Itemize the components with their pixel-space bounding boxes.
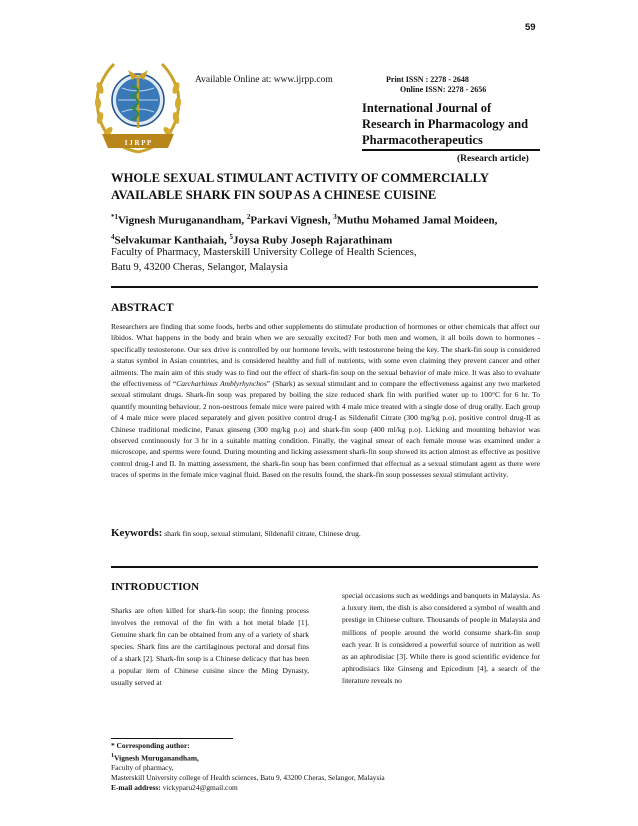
corresponding-author-footnote: [111, 741, 541, 793]
journal-name-line1: International Journal of: [362, 101, 492, 115]
author-sup: 4: [111, 232, 115, 241]
species-name: Carcharhinus Amblyrhynchos: [176, 379, 267, 389]
journal-logo-emblem-icon: [88, 58, 188, 162]
logo-ribbon-text: I J R P P: [124, 139, 152, 147]
paper-title-line1: WHOLE SEXUAL STIMULANT ACTIVITY OF COMMERCIALLY: [111, 171, 489, 185]
journal-name: [362, 100, 528, 148]
introduction-heading: INTRODUCTION: [111, 581, 200, 593]
corresponding-name: Vignesh Muruganandham,: [114, 753, 199, 763]
online-issn: Online ISSN: 2278 - 2656: [400, 85, 487, 94]
introduction-right-column: special occasions such as weddings and banquets in Malaysia. As a luxury item, the dish is also considered a symbol of wealth and prestige in Chinese culture. Thousands of people in Malaysia and millions of people around the world consume shark-fin soup each year. It is considered a powerful source of nutrition as well as an aphrodisiac [3]. While there is good scientific evidence for aphrodisiacs like Ginseng and Epicedium [4], a search of the literature reveals no: [342, 591, 540, 686]
author-list: [111, 209, 551, 248]
journal-logo: [88, 58, 188, 162]
section-rule: [111, 566, 538, 568]
author-name: Muthu Mohamed Jamal Moideen,: [336, 214, 498, 227]
keywords-label: Keywords:: [111, 527, 163, 539]
page-number: 59: [525, 22, 536, 33]
corresponding-label: * Corresponding author:: [111, 741, 190, 750]
issn-block: [386, 75, 486, 95]
section-rule: [111, 286, 538, 288]
affiliation-line2: Batu 9, 43200 Cheras, Selangor, Malaysia: [111, 262, 288, 273]
journal-name-line3: Pharmacotherapeutics: [362, 133, 483, 147]
affiliation-line1: Faculty of Pharmacy, Masterskill University College of Health Sciences,: [111, 247, 417, 258]
print-issn: Print ISSN : 2278 - 2648: [386, 75, 469, 84]
affiliation: [111, 245, 551, 275]
author-name: Parkavi Vignesh,: [250, 214, 334, 227]
abstract-text-part1: Researchers are finding that some foods, herbs and other supplements do stimulate production of hormones or other chemicals that affect our libidos. What happens in the body and brain when we are sexually excited? For both men and women, it all boils down to hormones - specifically testosterone. Our sex drive is controlled by our hormone levels, with testosterone being the key. The shark-fin soup is considered a status symbol in Asian countries, and is considered healthy and full of nutrients, with some even claiming they prevent cancer and other ailments. The main aim of this study was to find out the effect of shark-fin soup on the sexual behavior of male mice. It was also to evaluate the effectiveness of “: [111, 322, 540, 389]
author-name: Selvakumar Kanthaiah,: [114, 234, 230, 247]
author-sup: 3: [333, 213, 337, 221]
journal-name-line2: Research in Pharmacology and: [362, 117, 529, 131]
corresponding-faculty: Faculty of pharmacy,: [111, 763, 174, 773]
author-sup: 5: [229, 232, 234, 241]
footnote-rule: [111, 738, 233, 739]
introduction-left-column: Sharks are often killed for shark-fin soup; the finning process involves the removal of the fin with a hot metal blade [1]. Genuine shark fin can be obtained from any of a variety of shark species. Shark fins are the cartilaginous pectoral and dorsal fins of a shark [2]. Shark-fin soup is a Chinese delicacy that has been a popular item of Chinese cuisine since the Ming Dynasty, usually served at: [111, 606, 309, 687]
author-sup: 2: [246, 213, 251, 221]
article-type: (Research article): [457, 154, 529, 164]
keywords-text: shark fin soup, sexual stimulant, Sildenafil citrate, Chinese drug.: [162, 529, 361, 538]
abstract-text-part2: ” (Shark) as sexual stimulant and to compare the effectiveness against any two marketed sexual stimulant drugs. Shark-fin soup was prepared by boiling the size reduced shark fin with purified water up to 100°C for 6 hr. To quantify mounting behaviour, 2 non-oestrous female mice were paired with 4 male mice treated with a single dose of drug orally. Each group of 4 male mice were placed separately and given positive control drug-I as Sildenafil Citrate (300 mg/kg p.o), positive control drug-II as Chinese traditional medicine, Panax ginseng (300 mg/kg p.o) and shark-fin soup (400 ml/kg p.o). Licking and mounting behavior was observed continuously for 3 hr in a suitable matting condition. Finally, the vaginal smear of each female mouse was examined under a microscope, and sperms were found. During mounting and licking assessment shark-fin soup showed its action almost as effective as positive control drug-I and II. In matting assessment, the shark-fin soup has been confirmed that effectual as a sexual stimulant agent as there were traces of sperms in the female mice vaginal fluid. Based on the results found, the shark-fin soup possesses sexual stimulant activity.: [111, 379, 540, 480]
author-sup: *1: [111, 213, 118, 221]
author-name: Joysa Ruby Joseph Rajarathinam: [233, 234, 393, 247]
author-sup: 1: [111, 753, 115, 759]
abstract-heading: ABSTRACT: [111, 302, 174, 314]
author-name: Vignesh Muruganandham,: [118, 214, 247, 227]
available-online: Available Online at: www.ijrpp.com: [195, 75, 333, 85]
keywords: [111, 528, 540, 539]
paper-title: [111, 170, 551, 204]
abstract-body: [111, 321, 540, 481]
corresponding-address: Masterskill University college of Health sciences, Batu 9, 43200 Cheras, Selangor, Malaysia: [111, 773, 385, 783]
email-address[interactable]: vickyparu24@gmail.com: [160, 783, 238, 793]
header-rule: [362, 149, 540, 151]
email-label: E-mail address:: [111, 783, 161, 793]
paper-title-line2: AVAILABLE SHARK FIN SOUP AS A CHINESE CUISINE: [111, 188, 437, 202]
